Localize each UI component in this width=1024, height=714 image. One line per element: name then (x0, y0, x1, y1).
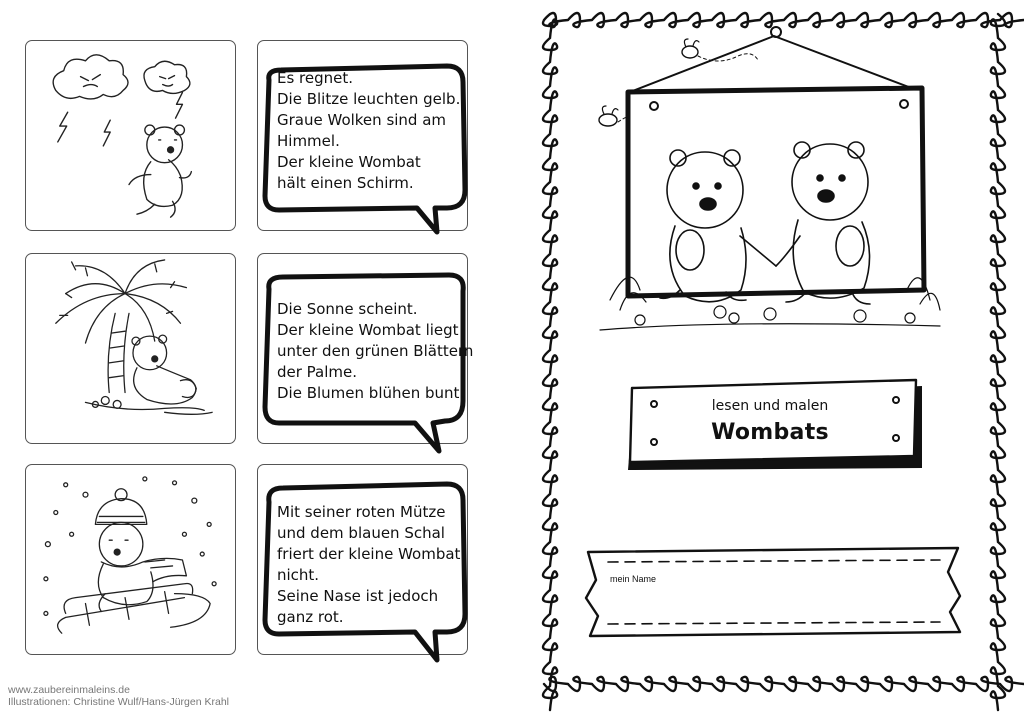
speech-bubble-snow (257, 464, 468, 664)
palm-wombat-drawing (26, 254, 235, 443)
credits (8, 684, 229, 708)
illustration-panel-snow (25, 464, 236, 655)
sled-wombat-drawing (26, 465, 235, 654)
illustration-panel-rain (25, 40, 236, 231)
name-field-label: mein Name (610, 574, 657, 584)
story-text-rain: Es regnet. Die Blitze leuchten gelb. Graue Wolken sind am Himmel. Der kleine Wombat hält einen Schirm. (277, 69, 461, 192)
speech-bubble-rain (257, 40, 468, 235)
cover-title: Wombats (711, 420, 829, 445)
cover-subtitle: lesen und malen (711, 398, 829, 414)
website-credit: www.zaubereinmaleins.de (8, 684, 130, 696)
speech-bubble-sun (257, 253, 474, 458)
story-text-sun: Die Sonne scheint. Der kleine Wombat liegt unter den grünen Blättern der Palme. Die Blumen blühen bunt. (277, 300, 474, 402)
illustration-panel-sun (25, 253, 236, 444)
illustration-credit: Illustrationen: Christine Wulf/Hans-Jürgen Krahl (8, 696, 229, 708)
cover-artwork (530, 0, 1024, 714)
cover-page (530, 0, 1024, 714)
story-text-snow: Mit seiner roten Mütze und dem blauen Schal friert der kleine Wombat nicht. Seine Nase ist jedoch ganz rot. (277, 503, 461, 626)
rain-wombat-drawing (26, 41, 235, 230)
